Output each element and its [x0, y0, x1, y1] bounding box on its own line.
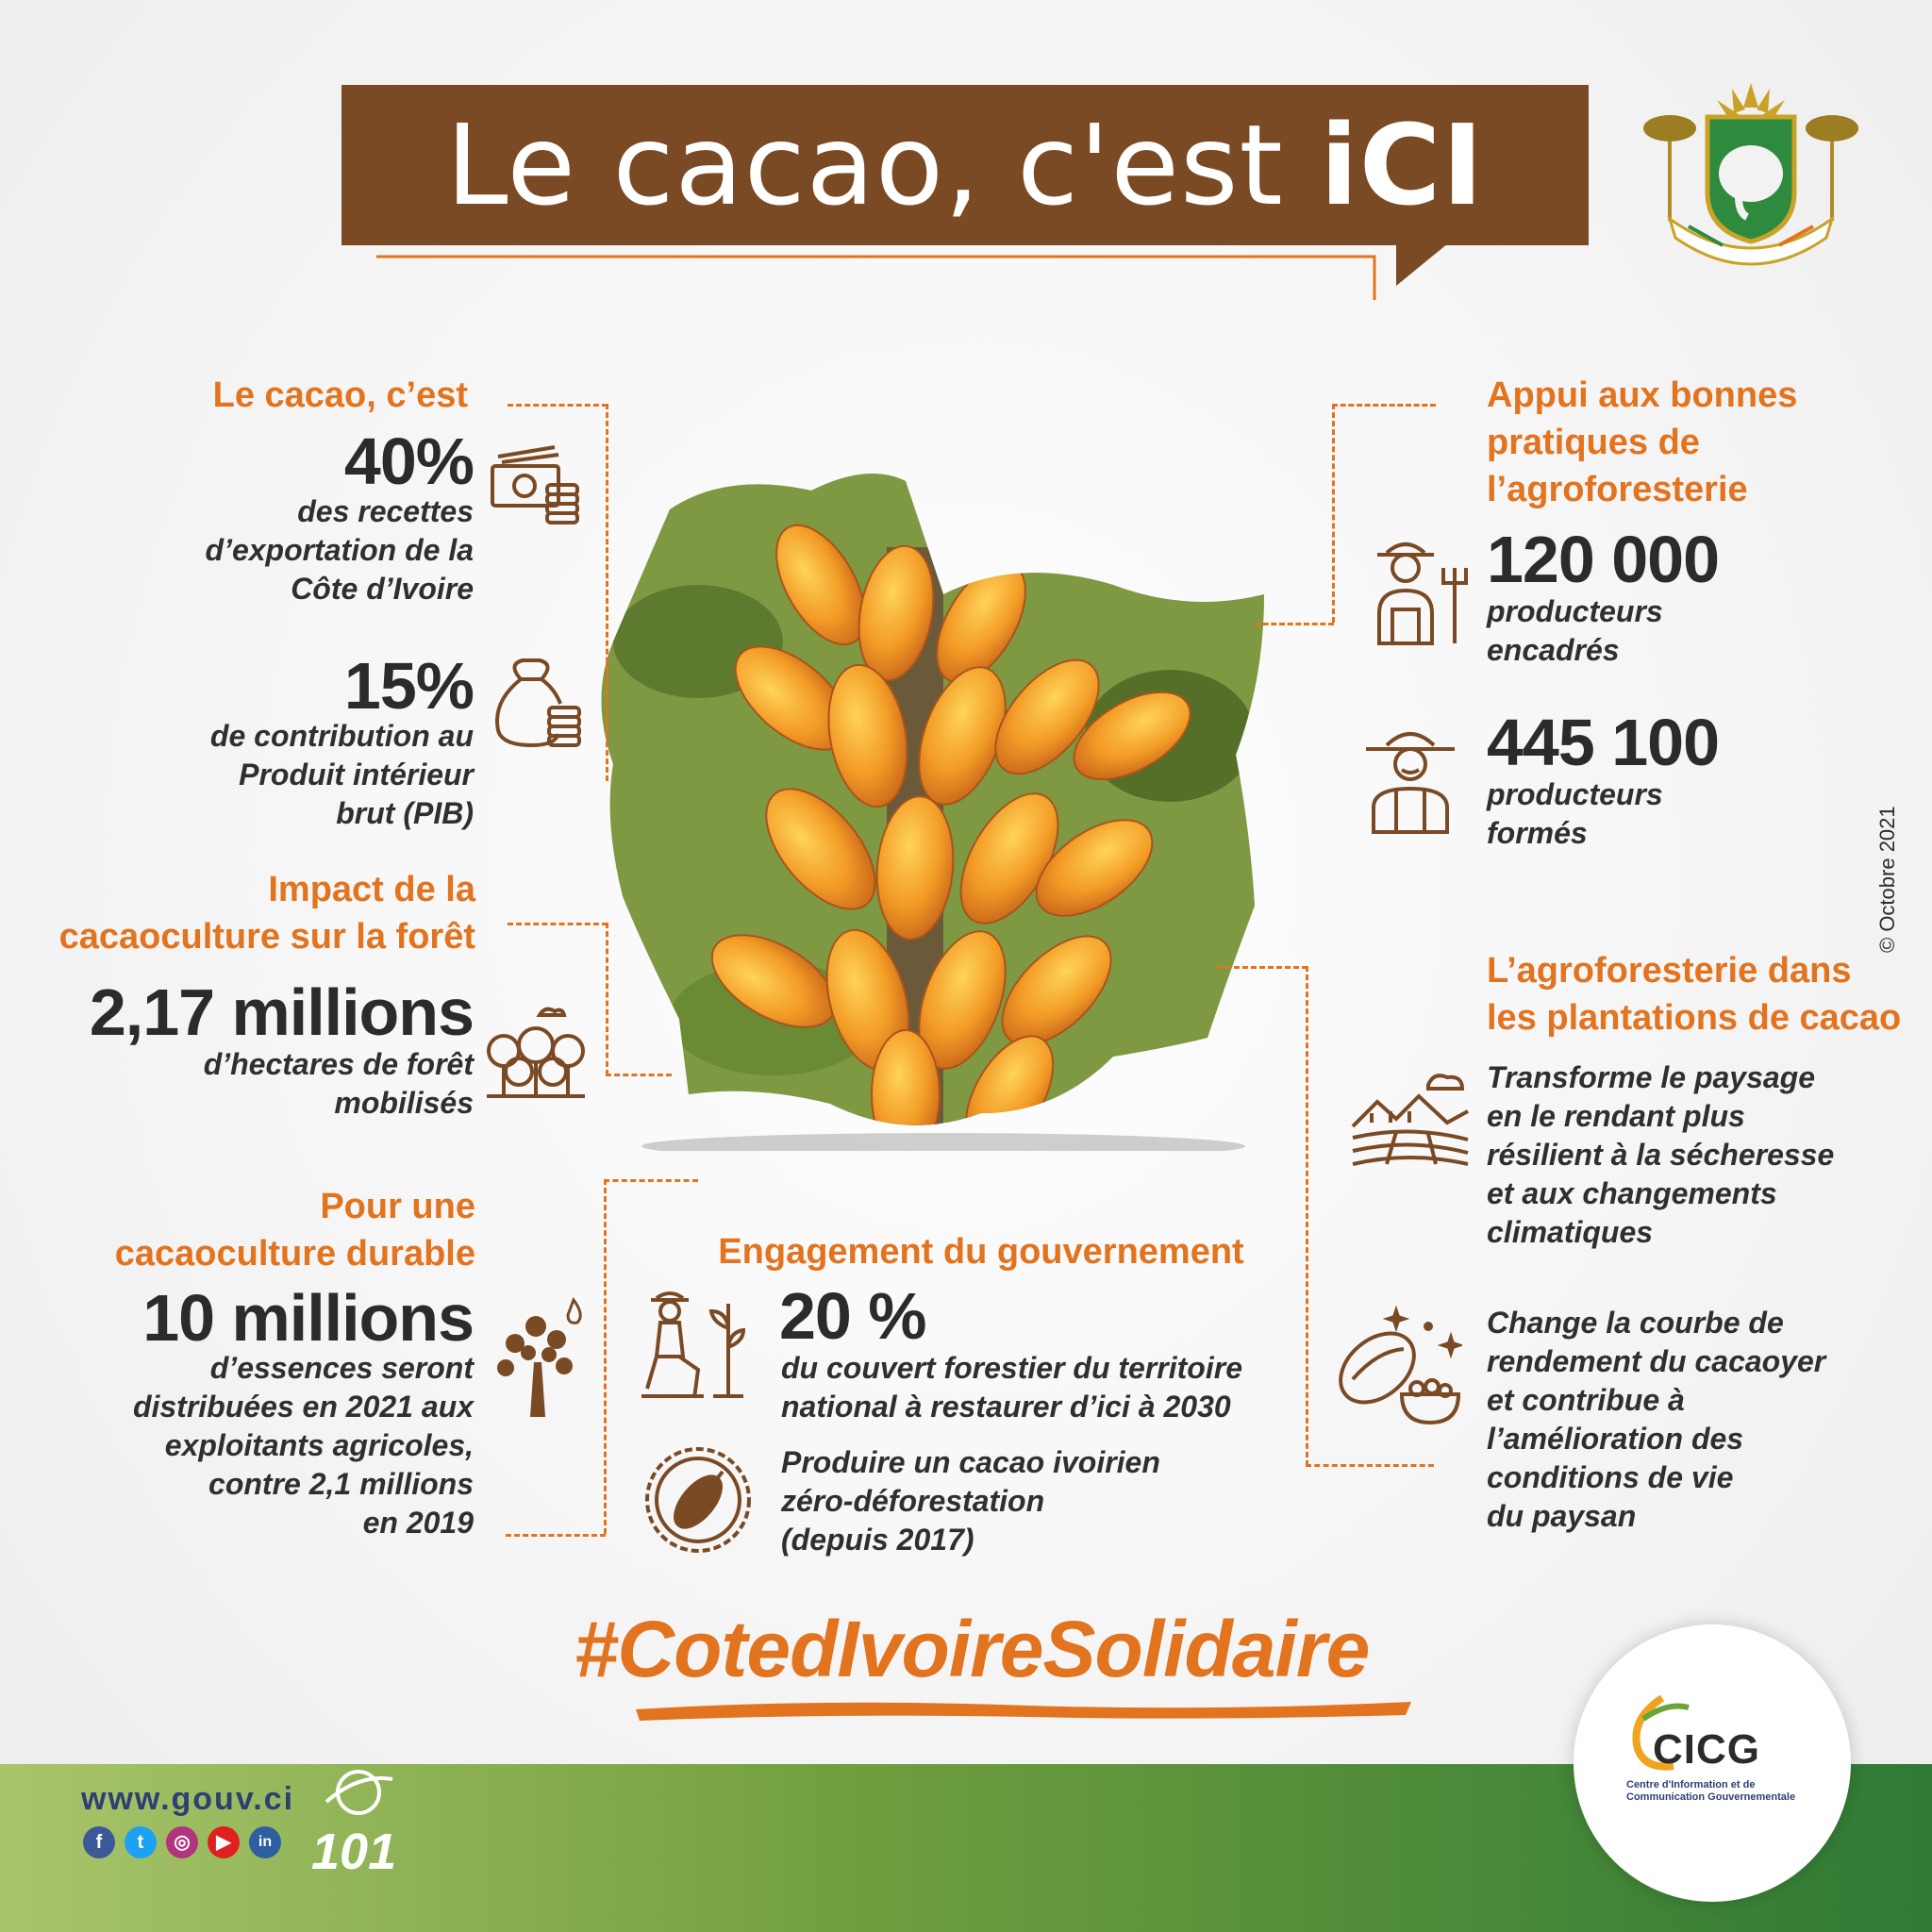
tree-icon — [487, 1296, 591, 1419]
stat-couvert-desc: du couvert forestier du territoire national à restaurer d’ici à 2030 — [781, 1351, 1242, 1424]
stat-trees-value: 10 millions — [142, 1281, 474, 1355]
stat-couvert-value: 20 % — [779, 1279, 926, 1353]
section-heading-cacao: Le cacao, c’est — [212, 375, 468, 415]
stat-forest-desc: d’hectares de forêt mobilisés — [203, 1047, 474, 1120]
section-heading-agroforesterie: Appui aux bonnes pratiques de l’agroforesterie — [1487, 375, 1798, 509]
cocoa-map-image — [585, 453, 1283, 1151]
orbit-logo-icon — [321, 1764, 396, 1821]
cocoa-pod-basket-icon — [1330, 1304, 1462, 1426]
banner-tail — [1377, 243, 1453, 291]
cocoa-pod-seal-icon — [641, 1443, 755, 1557]
twitter-icon[interactable]: t — [125, 1826, 157, 1858]
section-heading-plantations: L’agroforesterie dans les plantations de cacao — [1487, 951, 1902, 1038]
connector-line — [606, 923, 608, 1075]
stat-formes-desc: producteurs formés — [1487, 777, 1663, 850]
instagram-icon[interactable]: ◎ — [166, 1826, 198, 1858]
section-heading-durable: Pour une cacaoculture durable — [114, 1187, 475, 1274]
stat-export-value: 40% — [343, 425, 474, 498]
stat-forest-value: 2,17 millions — [89, 975, 474, 1049]
cicg-name: CICG — [1653, 1726, 1760, 1773]
coat-of-arms-emblem — [1641, 79, 1860, 268]
connector-line — [508, 404, 608, 407]
farmer-pitchfork-icon — [1364, 534, 1474, 647]
hashtag: #CotedIvoireSolidaire — [574, 1605, 1370, 1693]
website-link[interactable]: www.gouv.ci — [81, 1781, 295, 1817]
farmer-hat-icon — [1358, 723, 1462, 836]
connector-line — [1255, 623, 1334, 625]
badge-101: 101 — [311, 1824, 397, 1880]
connector-line — [1332, 404, 1335, 623]
stat-encadres-desc: producteurs encadrés — [1487, 594, 1663, 667]
agro-point-paysage: Transforme le paysage en le rendant plus résilient à la sécheresse et aux changements climatiques — [1487, 1060, 1835, 1249]
speech-bubble-tail — [373, 243, 1391, 302]
connector-line — [606, 404, 608, 781]
money-coins-icon — [489, 438, 583, 528]
commit-zero-deforestation-desc: Produire un cacao ivoirien zéro-déforestation (depuis 2017) — [781, 1445, 1160, 1557]
stat-trees-desc: d’essences seront distribuées en 2021 aux exploitants agricoles, contre 2,1 millions en 2019 — [132, 1351, 474, 1540]
cicg-fullname: Centre d'Information et de Communication Gouvernementale — [1626, 1779, 1796, 1803]
forest-icon — [483, 1000, 589, 1106]
connector-line — [604, 1179, 607, 1534]
stat-formes-value: 445 100 — [1487, 706, 1720, 779]
connector-line — [1217, 966, 1307, 969]
money-bag-icon — [489, 655, 583, 749]
page-title: Le cacao, c'est iCI — [445, 100, 1485, 230]
connector-line — [508, 923, 608, 925]
agro-point-rendement: Change la courbe de rendement du cacaoyer et contribue à l’amélioration des conditions de vie du paysan — [1487, 1306, 1826, 1533]
landscape-icon — [1349, 1064, 1472, 1168]
connector-line — [1306, 1464, 1434, 1467]
facebook-icon[interactable]: f — [83, 1826, 115, 1858]
hashtag-underline — [632, 1692, 1415, 1724]
linkedin-icon[interactable]: in — [249, 1826, 281, 1858]
copyright-note: © Octobre 2021 — [1875, 806, 1899, 953]
stat-export-desc: des recettes d’exportation de la Côte d’Ivoire — [205, 494, 474, 606]
section-heading-gouvernement: Engagement du gouvernement — [718, 1232, 1244, 1272]
connector-line — [604, 1179, 698, 1182]
section-heading-forest: Impact de la cacaoculture sur la forêt — [58, 870, 475, 957]
stat-pib-value: 15% — [343, 649, 474, 723]
farmer-planting-icon — [638, 1285, 747, 1407]
stat-encadres-value: 120 000 — [1487, 523, 1720, 596]
connector-line — [606, 1074, 672, 1076]
youtube-icon[interactable]: ▶ — [208, 1826, 240, 1858]
stat-pib-desc: de contribution au Produit intérieur brut (PIB) — [209, 719, 474, 830]
connector-line — [1332, 404, 1436, 407]
connector-line — [506, 1534, 606, 1537]
